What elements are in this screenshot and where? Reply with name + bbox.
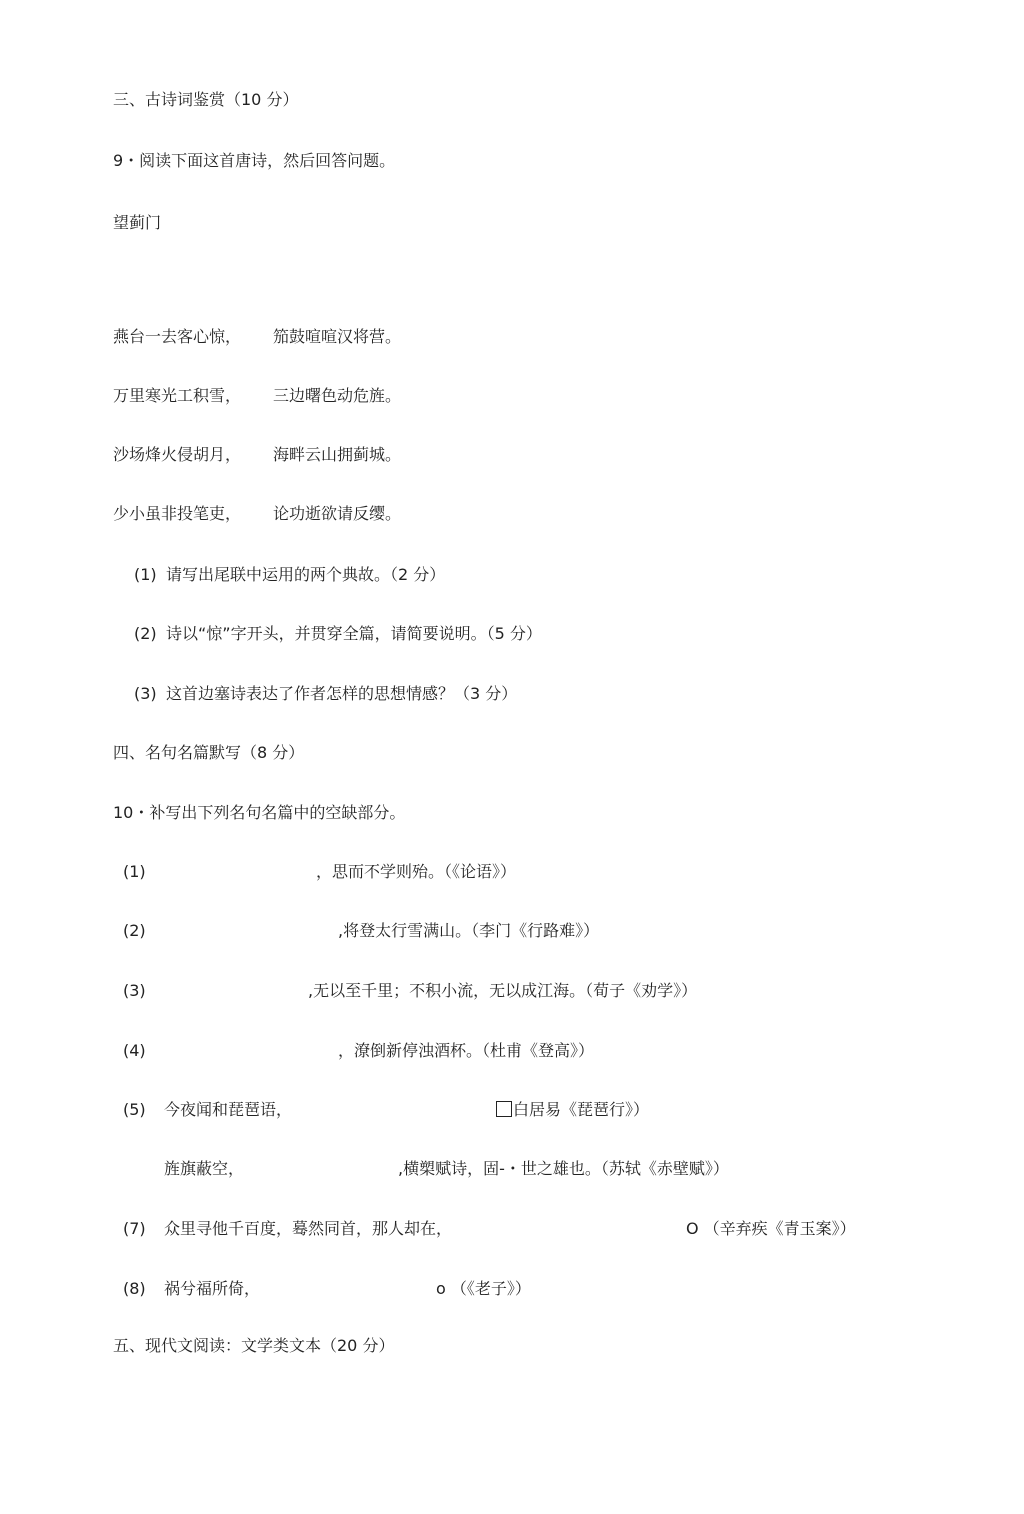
item-prefix-text: 旌旗蔽空， [164, 1159, 245, 1178]
sub-question-number: (2) [134, 624, 157, 643]
item-suffix-text: ,横槊赋诗，固-・世之雄也。（苏轼《赤壁赋》） [398, 1159, 729, 1178]
item-number: (8) [123, 1279, 146, 1298]
item-number: (1) [123, 862, 146, 881]
sub-question-number: (1) [134, 565, 157, 584]
item-suffix-text: O （辛弃疾《青玉案》） [686, 1219, 856, 1238]
sub-question-number: (3) [134, 684, 157, 703]
poem-line-second-half: 论功逝欲请反缨。 [273, 504, 402, 523]
poem-line-second-half: 笳鼓喧喧汉将营。 [273, 327, 402, 346]
section-3-heading: 三、古诗词鉴赏（10 分） [113, 90, 299, 109]
poem-line-first-half: 万里寒光工积雪， [113, 386, 242, 405]
sub-question-text: 请写出尾联中运用的两个典故。（2 分） [166, 565, 446, 584]
section-4-heading: 四、名句名篇默写（8 分） [113, 743, 305, 762]
item-prefix-text: 今夜闻和琵琶语， [164, 1100, 293, 1119]
poem-title: 望蓟门 [113, 213, 162, 232]
item-text: ,无以至千里；不积小流，无以成江海。（荀子《劝学》） [308, 981, 698, 1000]
item-suffix-text: 白居易《琵琶行》） [513, 1100, 650, 1119]
item-number: (5) [123, 1100, 146, 1119]
poem-line-second-half: 海畔云山拥蓟城。 [273, 445, 402, 464]
poem-line-first-half: 少小虽非投笔吏， [113, 504, 242, 523]
item-number: (7) [123, 1219, 146, 1238]
item-text: ，潦倒新停浊酒杯。（杜甫《登高》） [338, 1041, 595, 1060]
item-number: (4) [123, 1041, 146, 1060]
sub-question-text: 诗以“惊”字开头，并贯穿全篇，请简要说明。（5 分） [166, 624, 542, 643]
item-text: ,将登太行雪满山。（李门《行路难》） [338, 921, 600, 940]
poem-line-first-half: 沙场烽火侵胡月， [113, 445, 242, 464]
section-5-heading: 五、现代文阅读：文学类文本（20 分） [113, 1336, 395, 1355]
item-text: ，思而不学则殆。（《论语》） [316, 862, 517, 881]
poem-line-first-half: 燕台一去客心惊， [113, 327, 242, 346]
item-suffix [496, 1099, 649, 1121]
item-suffix-text: o （《老子》） [436, 1279, 531, 1298]
question-9-prompt: 9・阅读下面这首唐诗，然后回答问题。 [113, 151, 396, 170]
empty-box-glyph [496, 1101, 512, 1117]
item-prefix-text: 祸兮福所倚， [164, 1279, 261, 1298]
sub-question-text: 这首边塞诗表达了作者怎样的思想情感？（3 分） [166, 684, 518, 703]
item-prefix-text: 众里寻他千百度，蓦然同首，那人却在， [164, 1219, 453, 1238]
item-number: (2) [123, 921, 146, 940]
poem-line-second-half: 三边曙色动危旌。 [273, 386, 402, 405]
question-10-prompt: 10・补写出下列名句名篇中的空缺部分。 [113, 803, 406, 822]
item-number: (3) [123, 981, 146, 1000]
